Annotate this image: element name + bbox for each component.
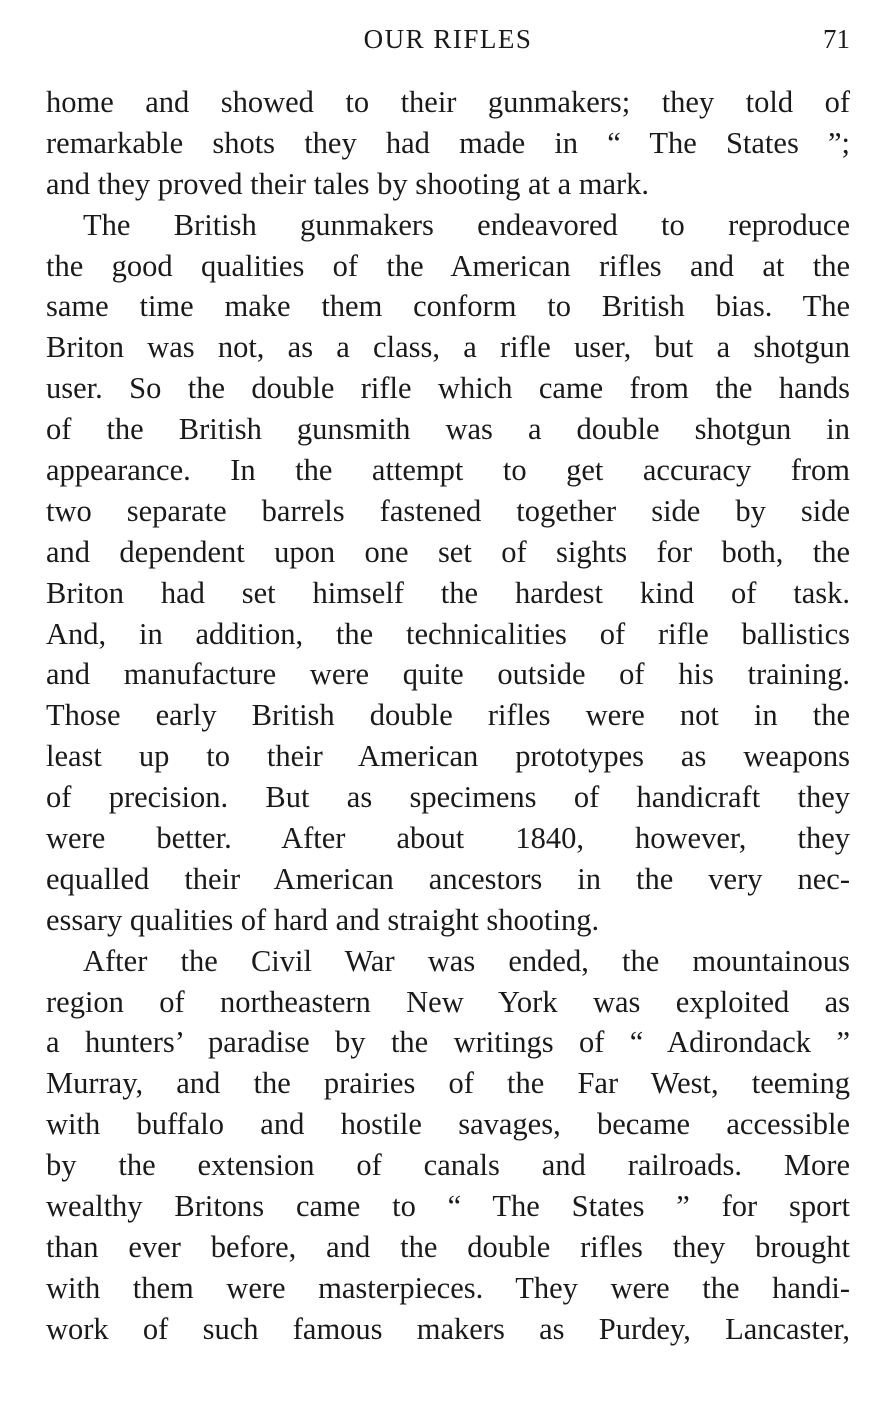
text-line: were better. After about 1840, however, they	[46, 821, 850, 856]
text-line: essary qualities of hard and straight shooting.	[46, 902, 600, 937]
text-line: remarkable shots they had made in “ The States ”;	[46, 125, 850, 160]
text-line: and dependent upon one set of sights for both, the	[46, 534, 850, 569]
running-head	[46, 0, 850, 58]
text-line: And, in addition, the technicalities of rifle ballistics	[46, 616, 850, 651]
text-line: with them were masterpieces. They were the handi-	[46, 1270, 850, 1305]
text-line: Briton was not, as a class, a rifle user, but a shotgun	[46, 330, 850, 365]
text-line: a hunters’ paradise by the writings of “ Adirondack ”	[46, 1025, 850, 1060]
text-line: than ever before, and the double rifles they brought	[46, 1229, 850, 1264]
text-line: appearance. In the attempt to get accuracy from	[46, 453, 850, 488]
text-line: of precision. But as specimens of handicraft they	[46, 780, 850, 815]
running-title: OUR RIFLES	[363, 24, 533, 54]
paragraph	[46, 82, 850, 205]
text-line: of the British gunsmith was a double shotgun in	[46, 412, 850, 447]
text-line: least up to their American prototypes as weapons	[46, 739, 850, 774]
text-line: user. So the double rifle which came from the hands	[46, 371, 850, 406]
text-line: and they proved their tales by shooting at a mark.	[46, 166, 650, 201]
text-line: with buffalo and hostile savages, became accessible	[46, 1107, 850, 1142]
paragraph	[46, 205, 850, 941]
text-line: The British gunmakers endeavored to reproduce	[83, 207, 850, 242]
page-number: 71	[823, 24, 850, 54]
text-line: Those early British double rifles were not in the	[46, 698, 850, 733]
text-line: After the Civil War was ended, the mountainous	[83, 943, 850, 978]
text-line: by the extension of canals and railroads. More	[46, 1148, 850, 1183]
text-line: home and showed to their gunmakers; they told of	[46, 85, 850, 119]
text-line: region of northeastern New York was exploited as	[46, 984, 850, 1019]
text-line: the good qualities of the American rifles and at the	[46, 248, 850, 283]
body-text	[46, 82, 850, 1350]
paragraph	[46, 941, 850, 1350]
text-line: Briton had set himself the hardest kind of task.	[46, 575, 850, 610]
text-line: Murray, and the prairies of the Far West, teeming	[46, 1066, 850, 1101]
text-line: equalled their American ancestors in the very nec-	[46, 861, 850, 896]
text-line: and manufacture were quite outside of his training.	[46, 657, 850, 692]
text-line: two separate barrels fastened together side by side	[46, 493, 850, 528]
text-line: same time make them conform to British bias. The	[46, 289, 850, 324]
text-line: wealthy Britons came to “ The States ” for sport	[46, 1189, 850, 1224]
book-page	[46, 0, 850, 1350]
text-line: work of such famous makers as Purdey, Lancaster,	[46, 1311, 850, 1346]
